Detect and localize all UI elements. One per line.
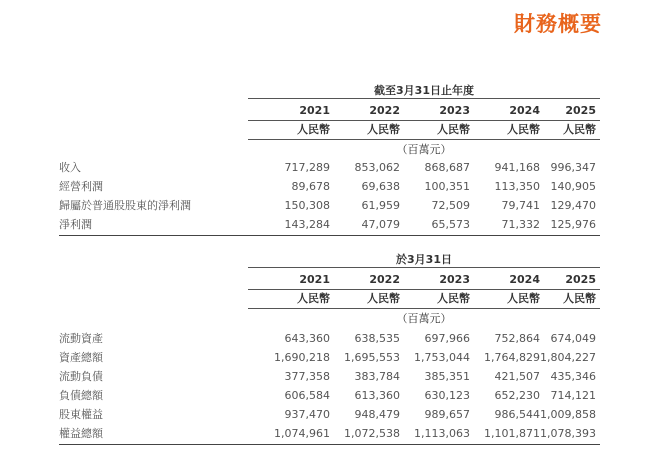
table2-year-header xyxy=(0,271,600,289)
year-2022: 2022 xyxy=(369,273,400,286)
table-row xyxy=(0,216,600,234)
row-label: 權益總額 xyxy=(59,427,103,440)
cell-value: 1,690,218 xyxy=(274,351,330,364)
table1-year-header xyxy=(0,102,600,120)
table1-currency-header xyxy=(0,121,600,139)
table2-period: 於3月31日 xyxy=(396,253,452,266)
row-label: 流動負債 xyxy=(59,370,103,383)
table2-currency-header xyxy=(0,290,600,308)
cell-value: 606,584 xyxy=(284,389,330,402)
cell-value: 1,695,553 xyxy=(344,351,400,364)
table-row xyxy=(0,387,600,405)
currency-label: 人民幣 xyxy=(297,292,330,305)
divider xyxy=(248,267,600,268)
table1-unit: （百萬元） xyxy=(396,143,452,156)
cell-value: 65,573 xyxy=(431,218,470,231)
year-2023: 2023 xyxy=(439,273,470,286)
cell-value: 383,784 xyxy=(354,370,400,383)
table-bottom-rule xyxy=(59,235,600,236)
cell-value: 868,687 xyxy=(424,161,470,174)
cell-value: 941,168 xyxy=(494,161,540,174)
row-label: 流動資產 xyxy=(59,332,103,345)
cell-value: 1,753,044 xyxy=(414,351,470,364)
currency-label: 人民幣 xyxy=(437,292,470,305)
cell-value: 1,072,538 xyxy=(344,427,400,440)
cell-value: 1,764,829 xyxy=(484,351,540,364)
cell-value: 72,509 xyxy=(431,199,470,212)
cell-value: 652,230 xyxy=(494,389,540,402)
table-row xyxy=(0,425,600,443)
page-title: 財務概要 xyxy=(514,12,602,36)
currency-label: 人民幣 xyxy=(563,292,596,305)
row-label: 負債總額 xyxy=(59,389,103,402)
table-row xyxy=(0,349,600,367)
table-row xyxy=(0,330,600,348)
row-label: 股東權益 xyxy=(59,408,103,421)
year-2024: 2024 xyxy=(509,273,540,286)
currency-label: 人民幣 xyxy=(437,123,470,136)
year-2025: 2025 xyxy=(565,104,596,117)
cell-value: 630,123 xyxy=(424,389,470,402)
divider xyxy=(248,98,600,99)
divider xyxy=(248,139,600,140)
cell-value: 89,678 xyxy=(291,180,330,193)
currency-label: 人民幣 xyxy=(367,123,400,136)
cell-value: 129,470 xyxy=(550,199,596,212)
cell-value: 714,121 xyxy=(550,389,596,402)
currency-label: 人民幣 xyxy=(297,123,330,136)
cell-value: 697,966 xyxy=(424,332,470,345)
cell-value: 113,350 xyxy=(494,180,540,193)
cell-value: 61,959 xyxy=(361,199,400,212)
cell-value: 69,638 xyxy=(361,180,400,193)
currency-label: 人民幣 xyxy=(367,292,400,305)
cell-value: 986,544 xyxy=(494,408,540,421)
cell-value: 47,079 xyxy=(361,218,400,231)
cell-value: 150,308 xyxy=(284,199,330,212)
cell-value: 989,657 xyxy=(424,408,470,421)
cell-value: 435,346 xyxy=(550,370,596,383)
cell-value: 937,470 xyxy=(284,408,330,421)
cell-value: 853,062 xyxy=(354,161,400,174)
table-row xyxy=(0,406,600,424)
cell-value: 140,905 xyxy=(550,180,596,193)
cell-value: 1,101,871 xyxy=(484,427,540,440)
cell-value: 1,074,961 xyxy=(274,427,330,440)
cell-value: 71,332 xyxy=(501,218,540,231)
cell-value: 717,289 xyxy=(284,161,330,174)
cell-value: 385,351 xyxy=(424,370,470,383)
cell-value: 996,347 xyxy=(550,161,596,174)
cell-value: 79,741 xyxy=(501,199,540,212)
table-row xyxy=(0,159,600,177)
currency-label: 人民幣 xyxy=(507,292,540,305)
cell-value: 1,009,858 xyxy=(540,408,596,421)
divider xyxy=(248,308,600,309)
table-row xyxy=(0,197,600,215)
year-2025: 2025 xyxy=(565,273,596,286)
currency-label: 人民幣 xyxy=(507,123,540,136)
cell-value: 752,864 xyxy=(494,332,540,345)
cell-value: 1,113,063 xyxy=(414,427,470,440)
year-2022: 2022 xyxy=(369,104,400,117)
table-bottom-rule xyxy=(59,444,600,445)
row-label: 收入 xyxy=(59,161,81,174)
row-label: 資產總額 xyxy=(59,351,103,364)
cell-value: 421,507 xyxy=(494,370,540,383)
table-row xyxy=(0,368,600,386)
row-label: 淨利潤 xyxy=(59,218,92,231)
year-2024: 2024 xyxy=(509,104,540,117)
cell-value: 125,976 xyxy=(550,218,596,231)
table2-unit: （百萬元） xyxy=(396,312,452,325)
cell-value: 100,351 xyxy=(424,180,470,193)
cell-value: 643,360 xyxy=(284,332,330,345)
cell-value: 377,358 xyxy=(284,370,330,383)
table-row xyxy=(0,178,600,196)
row-label: 經營利潤 xyxy=(59,180,103,193)
cell-value: 948,479 xyxy=(354,408,400,421)
cell-value: 674,049 xyxy=(550,332,596,345)
cell-value: 143,284 xyxy=(284,218,330,231)
table1-period: 截至3月31日止年度 xyxy=(374,84,474,97)
currency-label: 人民幣 xyxy=(563,123,596,136)
year-2021: 2021 xyxy=(299,273,330,286)
cell-value: 1,804,227 xyxy=(540,351,596,364)
cell-value: 613,360 xyxy=(354,389,400,402)
year-2021: 2021 xyxy=(299,104,330,117)
cell-value: 638,535 xyxy=(354,332,400,345)
row-label: 歸屬於普通股股東的淨利潤 xyxy=(59,199,191,212)
year-2023: 2023 xyxy=(439,104,470,117)
cell-value: 1,078,393 xyxy=(540,427,596,440)
